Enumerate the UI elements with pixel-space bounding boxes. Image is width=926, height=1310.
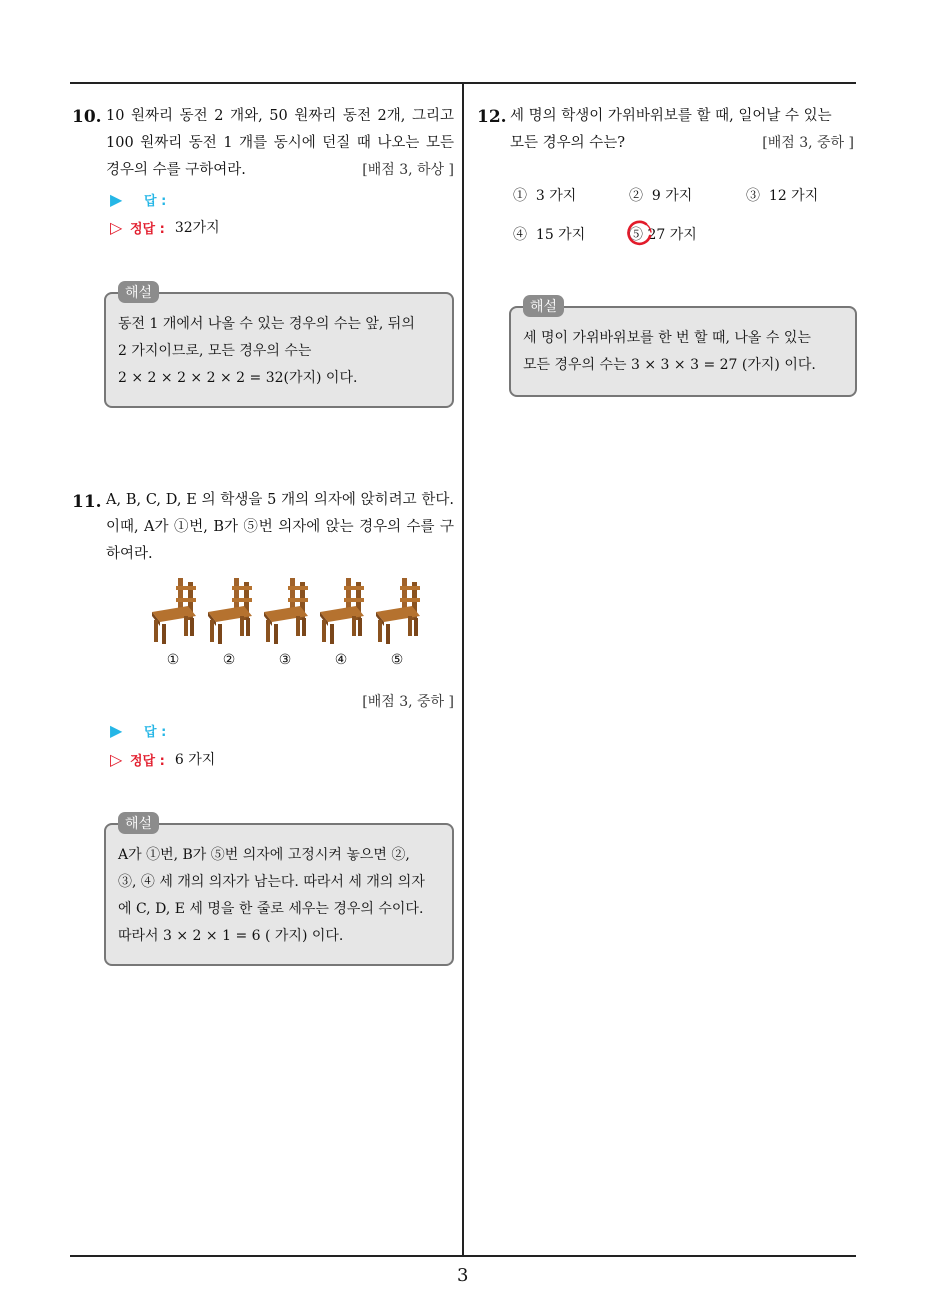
question-11-answer-row bbox=[110, 721, 166, 740]
question-10-meta: [배점 3, 하상 ] bbox=[362, 162, 454, 178]
explanation-line: 동전 1 개에서 나올 수 있는 경우의 수는 앞, 뒤의 bbox=[118, 316, 415, 332]
question-11-meta: [배점 3, 중하 ] bbox=[362, 694, 454, 710]
explanation-line: 세 명이 가위바위보를 한 번 할 때, 나올 수 있는 bbox=[523, 330, 811, 346]
chair-icon bbox=[148, 576, 198, 646]
explanation-line: 2 × 2 × 2 × 2 × 2 = 32(가지) 이다. bbox=[118, 370, 358, 386]
answer-label: 답 : bbox=[144, 725, 167, 740]
column-divider bbox=[462, 82, 464, 1257]
question-11-explanation-box bbox=[104, 823, 454, 966]
option-mark: ⑤ bbox=[629, 227, 643, 243]
option-text: 9 가지 bbox=[651, 188, 693, 204]
option-mark: ③ bbox=[746, 188, 760, 204]
outline-arrow-icon: ▷ bbox=[110, 749, 123, 769]
question-11-text: A, B, C, D, E 의 학생을 5 개의 의자에 앉히려고 한다. 이때, A가 ①번, B가 ⑤번 의자에 앉는 경우의 수를 구하여라. bbox=[106, 492, 454, 562]
chair-icon bbox=[204, 576, 254, 646]
question-12-text-line1: 세 명의 학생이 가위바위보를 할 때, 일어날 수 있는 bbox=[510, 108, 832, 124]
solution-label: 정답 : bbox=[130, 753, 165, 769]
question-12-explanation-box bbox=[509, 306, 857, 397]
question-12-explanation-tag: 해설 bbox=[523, 295, 564, 317]
selected-answer-circle-icon bbox=[624, 219, 654, 249]
question-11-number: 11. bbox=[72, 492, 102, 512]
option-mark: ① bbox=[513, 188, 527, 204]
option-text: 3 가지 bbox=[535, 188, 577, 204]
question-10-answer-row bbox=[110, 190, 166, 209]
explanation-line: A가 ①번, B가 ⑤번 의자에 고정시켜 놓으면 ②, bbox=[118, 847, 410, 863]
question-12-text-line2: 모든 경우의 수는? bbox=[510, 135, 626, 151]
explanation-line: 모든 경우의 수는 3 × 3 × 3 = 27 (가지) 이다. bbox=[523, 357, 816, 373]
chair-2 bbox=[201, 576, 257, 668]
question-11-explanation-tag: 해설 bbox=[118, 812, 159, 834]
option-3[interactable] bbox=[746, 185, 818, 205]
question-10-explanation-tag: 해설 bbox=[118, 281, 159, 303]
chair-number: ② bbox=[222, 652, 236, 668]
option-text: 12 가지 bbox=[768, 188, 819, 204]
explanation-line: 따라서 3 × 2 × 1 = 6 ( 가지) 이다. bbox=[118, 928, 344, 944]
question-10-solution-row bbox=[110, 217, 220, 237]
outline-arrow-icon: ▷ bbox=[110, 217, 123, 237]
question-10-text: 10 원짜리 동전 2 개와, 50 원짜리 동전 2개, 그리고 100 원짜리 동전 1 개를 동시에 던질 때 나오는 모든 경우의 수를 구하여라. bbox=[106, 108, 454, 178]
chair-number: ① bbox=[166, 652, 180, 668]
chair-illustration bbox=[145, 576, 425, 668]
chair-5 bbox=[369, 576, 425, 668]
chair-3 bbox=[257, 576, 313, 668]
question-10-number: 10. bbox=[72, 107, 102, 127]
option-1[interactable] bbox=[513, 185, 576, 205]
option-2[interactable] bbox=[629, 185, 692, 205]
chair-1 bbox=[145, 576, 201, 668]
explanation-line: 2 가지이므로, 모든 경우의 수는 bbox=[118, 343, 312, 359]
chair-4 bbox=[313, 576, 369, 668]
option-4[interactable] bbox=[513, 224, 585, 244]
bottom-rule bbox=[70, 1255, 856, 1257]
option-mark: ④ bbox=[513, 227, 527, 243]
explanation-line: 에 C, D, E 세 명을 한 줄로 세우는 경우의 수이다. bbox=[118, 901, 424, 917]
option-mark: ② bbox=[629, 188, 643, 204]
option-text: 15 가지 bbox=[535, 227, 586, 243]
chair-number: ③ bbox=[278, 652, 292, 668]
chair-icon bbox=[316, 576, 366, 646]
solution-label: 정답 : bbox=[130, 221, 165, 237]
page-number: 3 bbox=[457, 1265, 469, 1286]
solution-value: 6 가지 bbox=[174, 752, 216, 768]
play-arrow-icon: ▶ bbox=[110, 721, 123, 740]
chair-icon bbox=[372, 576, 422, 646]
answer-label: 답 : bbox=[144, 194, 167, 209]
chair-icon bbox=[260, 576, 310, 646]
solution-value: 32가지 bbox=[174, 220, 220, 236]
chair-number: ④ bbox=[334, 652, 348, 668]
question-12-meta: [배점 3, 중하 ] bbox=[762, 135, 854, 151]
play-arrow-icon: ▶ bbox=[110, 190, 123, 209]
question-11-solution-row bbox=[110, 749, 215, 769]
question-10-explanation-box bbox=[104, 292, 454, 408]
explanation-line: ③, ④ 세 개의 의자가 남는다. 따라서 세 개의 의자 bbox=[118, 874, 425, 890]
question-12-number: 12. bbox=[477, 107, 507, 127]
option-text: 27 가지 bbox=[647, 227, 697, 243]
chair-number: ⑤ bbox=[390, 652, 404, 668]
